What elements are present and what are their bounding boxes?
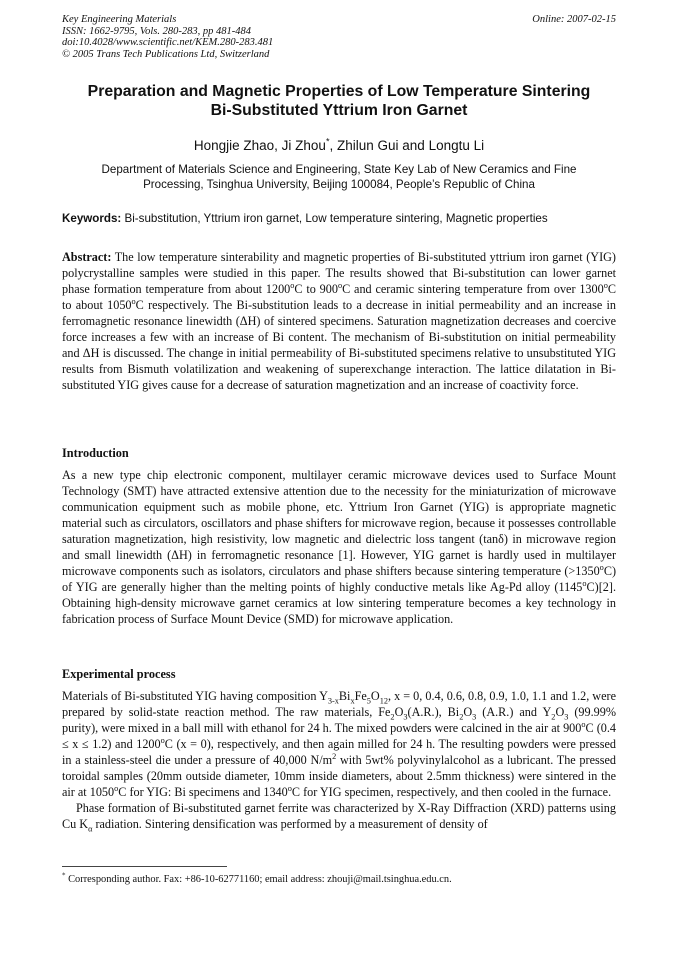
abstract-text: C to 900 <box>294 282 338 297</box>
exp-text: (A.R.), Bi <box>407 705 460 720</box>
abstract-text: The low temperature sinterability and magnetic properties of Bi-substituted yttrium iron garnet (YIG) polycrystalline samples were studied in this paper. The results showed that Bi-substitution can lower garnet phase formation temperature from about 1200 <box>62 250 616 297</box>
affiliation-line-2: Processing, Tsinghua University, Beijing 100084, People’s Republic of China <box>143 178 535 191</box>
title-line-1: Preparation and Magnetic Properties of Low Temperature Sintering <box>87 83 591 100</box>
degree-sup: o <box>337 281 343 291</box>
abstract-paragraph <box>62 249 616 393</box>
formula-sub: 2 <box>459 712 464 722</box>
abstract-text: C and ceramic sintering temperature from over 1300 <box>342 282 604 297</box>
footnote-divider <box>62 866 227 867</box>
footnote <box>62 871 616 885</box>
affiliation-line-1: Department of Materials Science and Engineering, State Key Lab of New Ceramics and Fine <box>101 163 577 176</box>
degree-sup: o <box>290 281 295 291</box>
journal-name: Key Engineering Materials <box>62 14 177 25</box>
experimental-paragraph-2 <box>62 800 616 832</box>
introduction-heading: Introduction <box>62 446 129 460</box>
formula-sub: x <box>350 696 355 706</box>
formula-element: Fe <box>354 689 367 703</box>
journal-issn: ISSN: 1662-9795, Vols. 280-283, pp 481-484 <box>62 25 251 37</box>
paper-title <box>40 82 638 120</box>
intro-text: C) of YIG are generally higher than the melting points of highly conductive metals like Ag-Pd alloy (1145 <box>62 564 616 595</box>
formula-sub: 3 <box>564 712 569 722</box>
unit-sup: 2 <box>332 752 337 762</box>
degree-sup: o <box>581 720 586 730</box>
footnote-mark: * <box>62 871 66 880</box>
degree-sup: o <box>160 736 165 746</box>
formula-sub: 3-x <box>327 696 339 706</box>
degree-sup: o <box>582 579 587 589</box>
degree-sup: o <box>114 784 119 794</box>
experimental-paragraph-1 <box>62 688 616 800</box>
exp-text: Phase formation of Bi-substituted garnet ferrite was characterized by X-Ray Diffraction (XRD) patterns using Cu K <box>62 801 616 832</box>
formula-element: O <box>370 689 380 703</box>
journal-doi[interactable]: doi:10.4028/www.scientific.net/KEM.280-283.481 <box>62 37 274 49</box>
abstract-label: Abstract: <box>62 250 112 264</box>
abstract-text: C respectively. The Bi-substitution leads to a decrease in initial permeability and an increase in ferromagnetic resonance linewidth (ΔH) of sintered specimens. Saturation magnetization decreases and coercive force increases a few with an increase of Bi content. The mechanism of Bi-substitution on initial permeability and ΔH is discussed. The change in initial permeability of Bi-substituted specimens relative to unsubstituted YIG results from Bismuth volatilization and weakening of superexchange interaction. The lattice dilatation in Bi-substituted YIG gives cause for a decrease of saturation magnetization and an increase of coactivity force. <box>62 298 617 393</box>
experimental-section <box>62 688 616 832</box>
formula-element: O <box>555 705 565 720</box>
formula-sub: 2 <box>390 712 395 722</box>
intro-text: C)[2]. Obtaining high-density microwave garnet ceramics at low sintering temperature becomes a key technology in fabrication process of Surface Mount Device (SMD) for microwave application. <box>62 580 616 627</box>
exp-text: C (x = 0), respectively, and then again milled for 24 h. The resulting powders were pressed in a stainless-steel die under a pressure of 40,000 N/m <box>62 737 616 768</box>
online-date: Online: 2007-02-15 <box>532 14 616 25</box>
exp-text: C (0.4 ≤ x ≤ 1.2) and 1200 <box>62 721 616 752</box>
degree-sup: o <box>287 784 292 794</box>
exp-text: C for YIG: Bi specimens and 1340 <box>118 785 288 800</box>
footnote-text: Corresponding author. Fax: +86-10-62771160; email address: zhouji@mail.tsinghua.edu.cn. <box>65 874 452 885</box>
formula-element: O <box>394 705 404 720</box>
formula-element: Bi <box>338 689 351 703</box>
formula-sub: α <box>88 824 93 834</box>
author-list <box>40 138 638 153</box>
degree-sup: o <box>603 281 608 291</box>
journal-copyright: © 2005 Trans Tech Publications Ltd, Switzerland <box>62 48 270 60</box>
degree-sup: o <box>599 563 604 573</box>
formula-sub: 3 <box>403 712 408 722</box>
keywords-text: Bi-substitution, Yttrium iron garnet, Low temperature sintering, Magnetic properties <box>121 212 548 225</box>
corresponding-mark: * <box>325 136 330 147</box>
formula-element: O <box>463 705 473 720</box>
introduction-paragraph <box>62 467 616 627</box>
authors-first: Hongjie Zhao, Ji Zhou <box>193 138 326 153</box>
abstract-text: C to about 1050 <box>62 282 616 313</box>
exp-text: radiation. Sintering densification was performed by a measurement of density of <box>92 817 488 832</box>
intro-text: As a new type chip electronic component, multilayer ceramic microwave devices used to Surface Mount Technology (SMT) have attracted extensive attention due to the necessity for the miniaturization of microwave communication equipment such as mobile phone, etc. Yttrium Iron Garnet (YIG) is appropriate magnetic material such as circulators, oscillators and phase shifters for microwave region, because it possesses controllable saturation magnetization, high resistivity, low magnetic and dielectric loss tangent (tanδ) in microwave region and small linewidth (ΔH) in ferromagnetic resonance [1]. However, YIG garnet is hardly used in multilayer microwave components such as isolators, circulators and phase shifters because sintering temperature (>1350 <box>62 468 616 579</box>
exp-text: (99.99% purity), were mixed in a ball mill with ethanol for 24 h. The mixed powders were calcined in the air at 900 <box>62 705 616 736</box>
affiliation <box>62 162 616 192</box>
title-line-2: Bi-Substituted Yttrium Iron Garnet <box>210 102 468 119</box>
exp-text: Materials of Bi-substituted YIG having composition Y <box>62 689 328 703</box>
experimental-heading: Experimental process <box>62 667 176 681</box>
exp-text: C for YIG specimen, respectively, and then cooled in the furnace. <box>291 785 612 800</box>
formula-sub: 2 <box>551 712 556 722</box>
keywords <box>62 212 616 225</box>
exp-text: (A.R.) and Y <box>476 705 552 720</box>
journal-header <box>62 14 273 60</box>
keywords-label: Keywords: <box>62 212 122 225</box>
authors-rest: , Zhilun Gui and Longtu Li <box>329 138 485 153</box>
formula-sub: 3 <box>472 712 477 722</box>
formula-sub: 12 <box>379 696 388 706</box>
exp-text: , x = 0, 0.4, 0.6, 0.8, 0.9, 1.0, 1.1 and 1.2, were prepared by solid-state reaction method. The raw materials, Fe <box>62 689 616 720</box>
degree-sup: o <box>131 297 136 307</box>
formula-sub: 5 <box>366 696 371 706</box>
exp-text: with 5wt% polyvinylalcohol as a lubricant. The pressed toroidal samples (20mm outside diameter, 10mm inside diameters, about 2.5mm thickness) were sintered in the air at 1050 <box>62 753 616 800</box>
